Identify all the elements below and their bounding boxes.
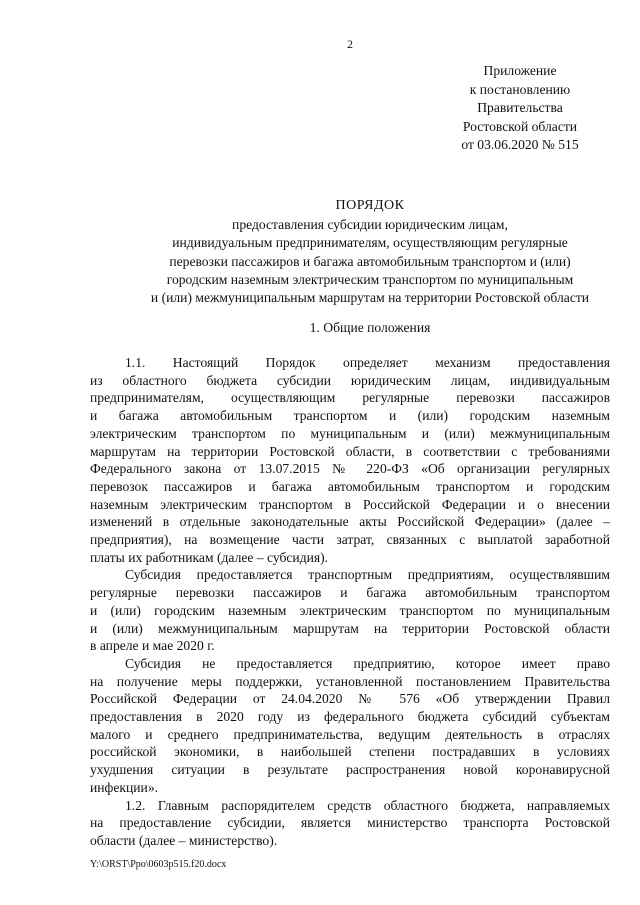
paragraph-line: из областного бюджета субсидии юридическим лицам, индивидуальным bbox=[90, 372, 610, 388]
paragraph-line: и (или) городским наземным электрическим транспортом по муниципальным bbox=[90, 602, 610, 618]
paragraph-line: перевозок пассажиров и багажа автомобильным транспортом и городским bbox=[90, 478, 610, 494]
appendix-line: от 03.06.2020 № 515 bbox=[461, 137, 579, 152]
document-title: ПОРЯДОК bbox=[335, 198, 405, 213]
paragraph-line: Субсидия не предоставляется предприятию, которое имеет право bbox=[125, 655, 610, 671]
subtitle-line: и (или) межмуниципальным маршрутам на территории Ростовской области bbox=[150, 290, 590, 306]
paragraph-line: платы их работникам (далее – субсидия). bbox=[90, 549, 329, 565]
page-number: 2 bbox=[347, 37, 353, 51]
paragraph-line: 1.2. Главным распорядителем средств областного бюджета, направляемых bbox=[125, 797, 610, 813]
paragraph-line: и багажа автомобильным транспортом и (или) городским наземным bbox=[90, 408, 610, 424]
paragraph-line: регулярные перевозки пассажиров и багажа автомобильным транспортом bbox=[90, 585, 610, 601]
paragraph-line: электрическим транспортом по муниципальным и (или) межмуниципальным bbox=[90, 425, 610, 441]
paragraph-line: Субсидия предоставляется транспортным предприятиям, осуществлявшим bbox=[125, 567, 610, 583]
paragraph-line: области (далее – министерство). bbox=[90, 832, 278, 848]
paragraph-line: в апреле и мае 2020 г. bbox=[90, 638, 215, 654]
appendix-line: Ростовской области bbox=[462, 118, 578, 134]
document-subtitle bbox=[40, 216, 640, 307]
paragraph-line: предприятия), на возмещение части затрат, связанных с выплатой заработной bbox=[90, 532, 610, 548]
paragraph-line: Федерального закона от 13.07.2015 № 220-ФЗ «Об организации регулярных bbox=[90, 461, 610, 477]
paragraph-line: предпринимателям, осуществляющим регулярные перевозки пассажиров bbox=[90, 390, 610, 406]
subtitle-line: перевозки пассажиров и багажа автомобильным транспортом и (или) bbox=[169, 253, 571, 269]
paragraph-line: Российской Федерации от 24.04.2020 № 576 «Об утверждении Правил bbox=[90, 691, 610, 707]
paragraph-line: маршрутам на территории Ростовской области, в соответствии с требованиями bbox=[90, 443, 610, 459]
appendix-line: Правительства bbox=[477, 100, 563, 115]
paragraph-line: на предоставление субсидии, является министерство транспорта Ростовской bbox=[90, 815, 610, 831]
appendix-line: Приложение bbox=[483, 63, 557, 78]
paragraph-line: малого и среднего предпринимательства, ведущим деятельность в отраслях bbox=[90, 726, 610, 742]
subtitle-line: предоставления субсидии юридическим лицам, bbox=[232, 217, 508, 232]
paragraph-line: изменений в отдельные законодательные акты Российской Федерации» (далее – bbox=[90, 514, 610, 530]
paragraph-line: 1.1. Настоящий Порядок определяет механизм предоставления bbox=[125, 355, 610, 370]
paragraph-line: на получение меры поддержки, установленной постановлением Правительства bbox=[90, 673, 610, 689]
paragraph-line: ухудшения ситуации в результате распространения новой коронавирусной bbox=[90, 762, 610, 778]
paragraph-line: предоставления в 2020 году из федерального бюджета субсидий субъектам bbox=[90, 709, 610, 725]
paragraph-line: наземным электрическим транспортом в Российской Федерации и о внесении bbox=[90, 496, 610, 512]
appendix-block bbox=[430, 62, 610, 155]
paragraph-line: и (или) межмуниципальным маршрутам на территории Ростовской области bbox=[90, 620, 610, 636]
subtitle-line: индивидуальным предпринимателям, осуществляющим регулярные bbox=[172, 235, 568, 251]
paragraph-line: инфекции». bbox=[90, 779, 159, 795]
appendix-line: к постановлению bbox=[469, 81, 571, 97]
paragraph-line: российской экономики, в наибольшей степени пострадавших в условиях bbox=[90, 744, 610, 760]
document-body bbox=[90, 354, 610, 850]
section-heading: 1. Общие положения bbox=[309, 320, 431, 335]
file-path-footer: Y:\ORST\Ppo\0603p515.f20.docx bbox=[90, 859, 227, 870]
subtitle-line: городским наземным электрическим транспортом по муниципальным bbox=[166, 271, 574, 287]
